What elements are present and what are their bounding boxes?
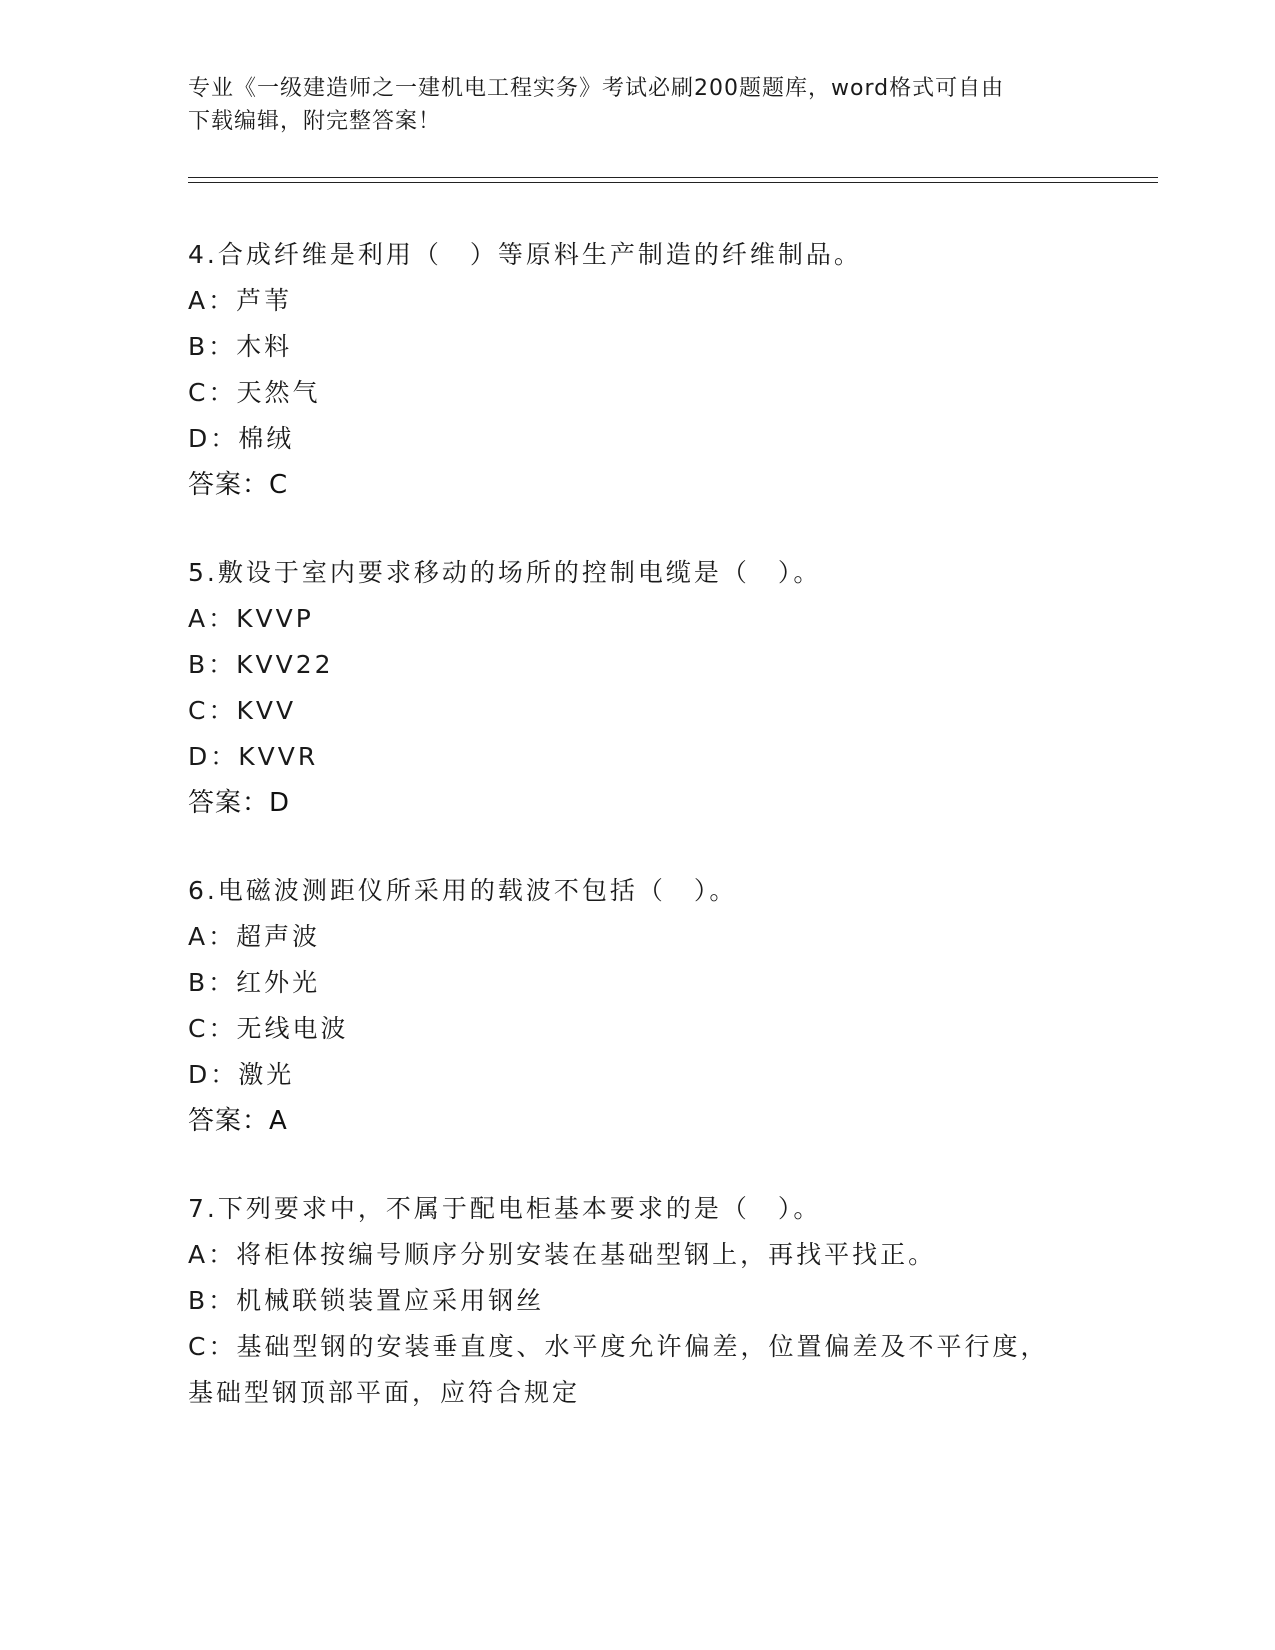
option-a: A：KVVP	[188, 604, 314, 633]
answer: 答案：C	[188, 470, 289, 500]
option-c-continuation: 基础型钢顶部平面，应符合规定	[188, 1378, 581, 1407]
header-divider-bottom	[188, 182, 1158, 183]
question-4	[188, 232, 1138, 508]
option-d: D：棉绒	[188, 424, 295, 453]
option-a: A：超声波	[188, 922, 321, 951]
question-5	[188, 550, 1138, 826]
question-stem: 6.电磁波测距仪所采用的载波不包括（ ）。	[188, 876, 738, 905]
question-list	[188, 232, 1138, 1458]
question-stem: 7.下列要求中，不属于配电柜基本要求的是（ ）。	[188, 1194, 822, 1223]
option-b: B：KVV22	[188, 650, 334, 679]
answer: 答案：A	[188, 1106, 288, 1136]
question-stem: 4.合成纤维是利用（ ）等原料生产制造的纤维制品。	[188, 240, 862, 269]
document-header	[188, 72, 1088, 138]
option-b: B：红外光	[188, 968, 321, 997]
option-c: C：基础型钢的安装垂直度、水平度允许偏差，位置偏差及不平行度，	[188, 1332, 1049, 1361]
option-d: D：KVVR	[188, 742, 319, 771]
option-c: C：KVV	[188, 696, 297, 725]
header-divider-top	[188, 177, 1158, 178]
option-c: C：无线电波	[188, 1014, 349, 1043]
option-d: D：激光	[188, 1060, 295, 1089]
header-line-2: 下载编辑，附完整答案！	[188, 109, 442, 134]
option-b: B：木料	[188, 332, 293, 361]
option-b: B：机械联锁装置应采用钢丝	[188, 1286, 545, 1315]
option-c: C：天然气	[188, 378, 321, 407]
header-line-1: 专业《一级建造师之一建机电工程实务》考试必刷200题题库，word格式可自由	[188, 76, 1005, 101]
option-a: A：将柜体按编号顺序分别安装在基础型钢上，再找平找正。	[188, 1240, 937, 1269]
option-a: A：芦苇	[188, 286, 293, 315]
answer: 答案：D	[188, 788, 291, 818]
question-7	[188, 1186, 1138, 1416]
question-6	[188, 868, 1138, 1144]
question-stem: 5.敷设于室内要求移动的场所的控制电缆是（ ）。	[188, 558, 822, 587]
